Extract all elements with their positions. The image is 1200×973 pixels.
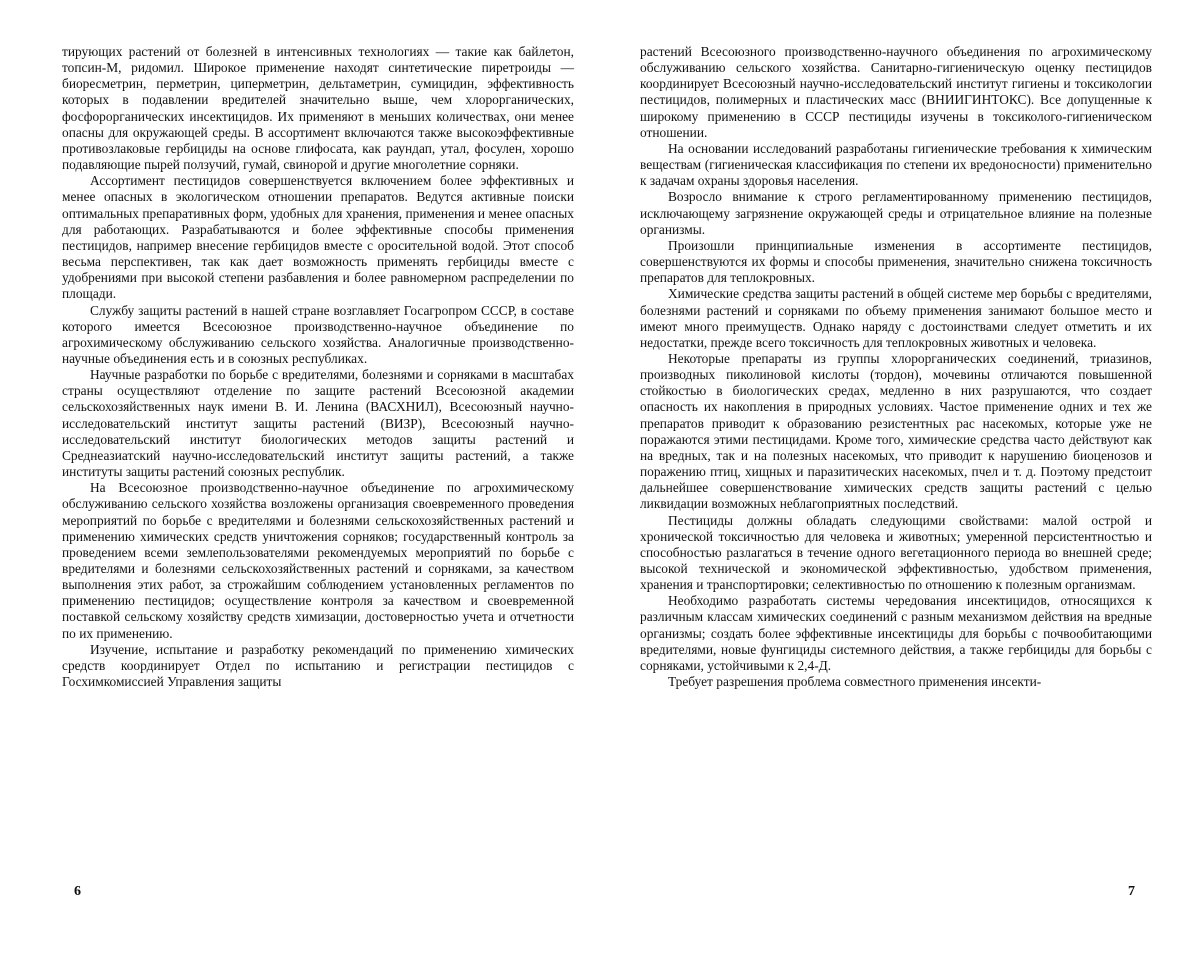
paragraph: Некоторые препараты из группы хлорорганических соединений, триазинов, производных пиколиновой кислоты (тордон), мочевины отличаются повышенной стойкостью в биологических средах, медленно в них разрушаются, что создает опасность их накопления в природных условиях. Частое применение одних и тех же препаратов приводит к образованию резистентных рас насекомых, которые уже не поражаются этими пестицидами. Кроме того, химические средства часто действуют как на вредных, так и на полезных насекомых, что приводит к нарушению биоценозов и поражению птиц, хищных и паразитических насекомых, пчел и т. д. Поэтому предстоит дальнейшее совершенствование химических средств защиты растений с целью ликвидации возможных неблагоприятных последствий. [640,351,1152,513]
paragraph: Пестициды должны обладать следующими свойствами: малой острой и хронической токсичностью для человека и животных; умеренной персистентностью и способностью разлагаться в течение одного вегетационного периода во внешней среде; высокой технической и экономической эффективностью, удобством применения, хранения и транспортировки; селективностью по отношению к полезным организмам. [640,513,1152,594]
paragraph: Научные разработки по борьбе с вредителями, болезнями и сорняками в масштабах страны осуществляют отделение по защите растений Всесоюзной академии сельскохозяйственных наук имени В. И. Ленина (ВАСХНИЛ), Всесоюзный научно-исследовательский институт защиты растений (ВИЗР), Всесоюзный научно-исследовательский институт биологических методов защиты растений и Среднеазиатский научно-исследовательский институт защиты растений, а также институты защиты растений союзных республик. [62,367,574,480]
paragraph: На Всесоюзное производственно-научное объединение по агрохимическому обслуживанию сельского хозяйства возложены организация своевременного проведения мероприятий по борьбе с вредителями и болезнями сельскохозяйственных растений и применению химических средств уничтожения сорняков; государственный контроль за проведением всеми землепользователями рекомендуемых мероприятий по борьбе с вредителями и болезнями сельскохозяйственных растений и сорняками, за качеством выполнения этих работ, за строжайшим соблюдением установленных регламентов по применению пестицидов; осуществление контроля за качеством и своевременной поставкой сельскому хозяйству средств химизации, достоверностью учета и отчетности по их применению. [62,480,574,642]
page-number-left: 6 [74,884,81,900]
paragraph: На основании исследований разработаны гигиенические требования к химическим веществам (гигиеническая классификация по степени их вредоносности) применительно к задачам охраны здоровья населения. [640,141,1152,189]
paragraph: Химические средства защиты растений в общей системе мер борьбы с вредителями, болезнями растений и сорняками по объему применения занимают большое место и имеют много преимуществ. Однако наряду с достоинствами следует отметить и их недостатки, прежде всего токсичность для теплокровных животных и человека. [640,286,1152,351]
paragraph: Произошли принципиальные изменения в ассортименте пестицидов, совершенствуются их формы и способы применения, значительно снижена токсичность препаратов для теплокровных. [640,238,1152,286]
paragraph: Возросло внимание к строго регламентированному применению пестицидов, исключающему загрязнение окружающей среды и отрицательное влияние на полезные организмы. [640,189,1152,237]
paragraph: Изучение, испытание и разработку рекомендаций по применению химических средств координирует Отдел по испытанию и регистрации пестицидов с Госхимкомиссией Управления защиты [62,642,574,690]
paragraph: растений Всесоюзного производственно-научного объединения по агрохимическому обслуживанию сельского хозяйства. Санитарно-гигиеническую оценку пестицидов координирует Всесоюзный научно-исследовательский институт гигиены и токсикологии пестицидов, полимерных и пластических масс (ВНИИГИНТОКС). Все допущенные к широкому применению в СССР пестициды изучены в токсиколого-гигиеническом отношении. [640,44,1152,141]
paragraph: тирующих растений от болезней в интенсивных технологиях — такие как байлетон, топсин-М, ридомил. Широкое применение находят синтетические пиретроиды — биоресметрин, перметрин, циперметрин, дельтаметрин, сумицидин, эффективность которых в подавлении вредителей значительно выше, чем хлорорганических, фосфорорганических инсектицидов. Их применяют в меньших количествах, они менее опасны для окружающей среды. В ассортимент включаются также высокоэффективные противозлаковые гербициды на основе глифосата, как раундап, утал, фосулен, хорошо подавляющие пырей ползучий, гумай, свинорой и другие многолетние сорняки. [62,44,574,173]
left-page [62,44,574,690]
paragraph: Ассортимент пестицидов совершенствуется включением более эффективных и менее опасных в экологическом отношении препаратов. Ведутся активные поиски оптимальных препаративных форм, удобных для хранения, применения и менее опасных для работающих. Разрабатываются и более эффективные способы применения пестицидов, например внесение гербицидов вместе с оросительной водой. Этот способ весьма перспективен, так как дает возможность применять гербициды вместе с удобрениями при высокой степени разбавления и более равномерном распределении по площади. [62,173,574,302]
page-number-right: 7 [1128,884,1135,900]
right-page [640,44,1152,690]
paragraph: Необходимо разработать системы чередования инсектицидов, относящихся к различным классам химических соединений с разным механизмом действия на вредные организмы; создать более эффективные инсектициды для борьбы с почвообитающими вредителями, новые фунгициды системного действия, а также гербициды для борьбы с сорняками, устойчивыми к 2,4-Д. [640,593,1152,674]
book-spread [0,0,1200,973]
paragraph: Службу защиты растений в нашей стране возглавляет Госагропром СССР, в составе которого имеется Всесоюзное производственно-научное объединение по агрохимическому обслуживанию сельского хозяйства. Аналогичные производственно-научные объединения есть и в союзных республиках. [62,303,574,368]
paragraph: Требует разрешения проблема совместного применения инсекти- [640,674,1152,690]
